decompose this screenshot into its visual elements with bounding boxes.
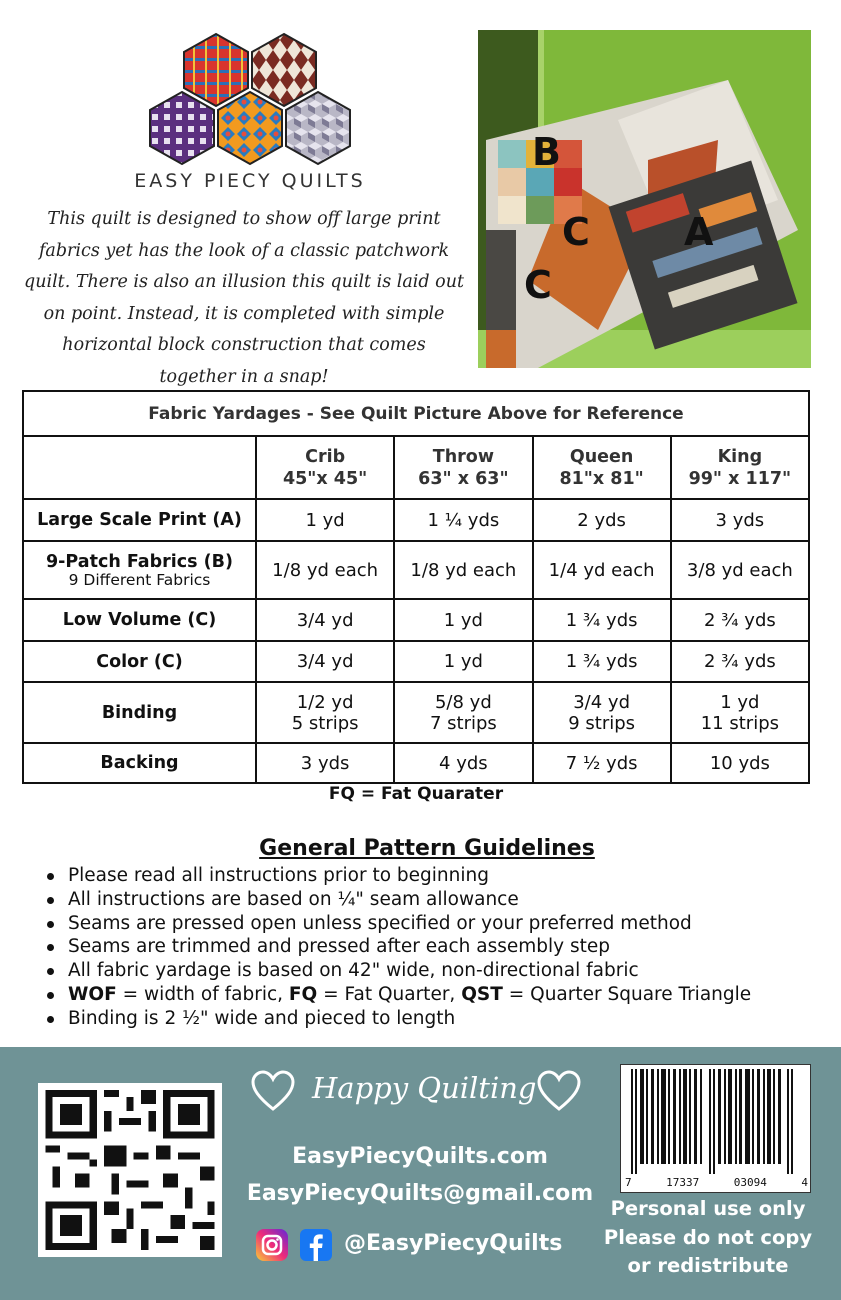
table-cell: 3/8 yd each (671, 541, 809, 599)
footer-band (0, 1047, 841, 1300)
fabric-yardage-table (22, 390, 810, 784)
table-cell: 7 ½ yds (533, 743, 671, 783)
list-item: Binding is 2 ½" wide and pieced to length (44, 1007, 824, 1031)
quilt-photo (478, 30, 811, 368)
list-item: All instructions are based on ¼" seam allowance (44, 888, 824, 912)
list-item-abbreviations: WOF = width of fabric, FQ = Fat Quarter, QST = Quarter Square Triangle (44, 983, 824, 1007)
table-row (23, 743, 809, 783)
table-cell: 5/8 yd 7 strips (394, 682, 532, 743)
size-header-crib: Crib 45"x 45" (256, 436, 394, 499)
row-label: Binding (23, 682, 256, 743)
row-label: 9-Patch Fabrics (B) 9 Different Fabrics (23, 541, 256, 599)
table-cell: 1 yd (394, 599, 532, 641)
photo-label-c-upper: C (562, 210, 590, 254)
table-row (23, 541, 809, 599)
facebook-icon[interactable] (300, 1229, 332, 1261)
row-label: Large Scale Print (A) (23, 499, 256, 541)
guidelines-title: General Pattern Guidelines (259, 836, 595, 861)
size-header-row (23, 436, 809, 499)
row-label: Color (C) (23, 641, 256, 682)
table-cell: 1 ¼ yds (394, 499, 532, 541)
barcode (620, 1064, 811, 1193)
table-cell: 3/4 yd (256, 599, 394, 641)
brand-name: EASY PIECY QUILTS (134, 170, 366, 192)
instagram-icon[interactable] (256, 1229, 288, 1261)
table-row (23, 682, 809, 743)
list-item: All fabric yardage is based on 42" wide, non-directional fabric (44, 959, 824, 983)
table-cell: 3/4 yd (256, 641, 394, 682)
table-cell: 1 ¾ yds (533, 641, 671, 682)
table-cell: 1/2 yd 5 strips (256, 682, 394, 743)
table-cell: 1 yd 11 strips (671, 682, 809, 743)
table-footnote: FQ = Fat Quarater (328, 784, 504, 804)
social-handle[interactable]: @EasyPiecyQuilts (344, 1231, 563, 1256)
table-caption: Fabric Yardages - See Quilt Picture Above for Reference (23, 391, 809, 436)
usage-notice: Personal use only Please do not copy or redistribute (603, 1197, 813, 1277)
table-cell: 3/4 yd 9 strips (533, 682, 671, 743)
table-cell: 1 yd (256, 499, 394, 541)
table-cell: 1 ¾ yds (533, 599, 671, 641)
row-label: Low Volume (C) (23, 599, 256, 641)
intro-paragraph: This quilt is designed to show off large print fabrics yet has the look of a classic patchwork quilt. There is also an illusion this quilt is laid out on point. Instead, it is completed with simple horizontal block construction that comes together in a snap! (24, 209, 465, 387)
list-item: Please read all instructions prior to beginning (44, 864, 824, 888)
heart-icon (536, 1069, 582, 1115)
list-item: Seams are trimmed and pressed after each assembly step (44, 935, 824, 959)
table-row (23, 499, 809, 541)
website-link[interactable]: EasyPiecyQuilts.com (292, 1144, 548, 1169)
empty-header-cell (23, 436, 256, 499)
table-row (23, 641, 809, 682)
table-cell: 3 yds (256, 743, 394, 783)
table-cell: 4 yds (394, 743, 532, 783)
table-row (23, 599, 809, 641)
email-link[interactable]: EasyPiecyQuilts@gmail.com (246, 1181, 594, 1206)
table-cell: 10 yds (671, 743, 809, 783)
row-sublabel: 9 Different Fabrics (68, 570, 211, 589)
photo-label-c-lower: C (524, 263, 552, 307)
table-cell: 1/8 yd each (256, 541, 394, 599)
table-cell: 1/4 yd each (533, 541, 671, 599)
guidelines-list (44, 864, 824, 1031)
photo-label-a: A (684, 210, 714, 254)
table-cell: 2 yds (533, 499, 671, 541)
qr-code[interactable] (38, 1083, 222, 1257)
photo-label-b: B (532, 130, 561, 174)
size-header-king: King 99" x 117" (671, 436, 809, 499)
barcode-digits: 7 17337 03094 4 (625, 1176, 808, 1189)
size-header-queen: Queen 81"x 81" (533, 436, 671, 499)
table-cell: 3 yds (671, 499, 809, 541)
list-item: Seams are pressed open unless specified or your preferred method (44, 912, 824, 936)
table-cell: 1/8 yd each (394, 541, 532, 599)
table-cell: 2 ¾ yds (671, 599, 809, 641)
row-label: Backing (23, 743, 256, 783)
table-cell: 2 ¾ yds (671, 641, 809, 682)
heart-icon (250, 1069, 296, 1115)
table-cell: 1 yd (394, 641, 532, 682)
size-header-throw: Throw 63" x 63" (394, 436, 532, 499)
tagline: Happy Quilting (312, 1071, 537, 1105)
happy-quilting-banner (250, 1061, 590, 1117)
